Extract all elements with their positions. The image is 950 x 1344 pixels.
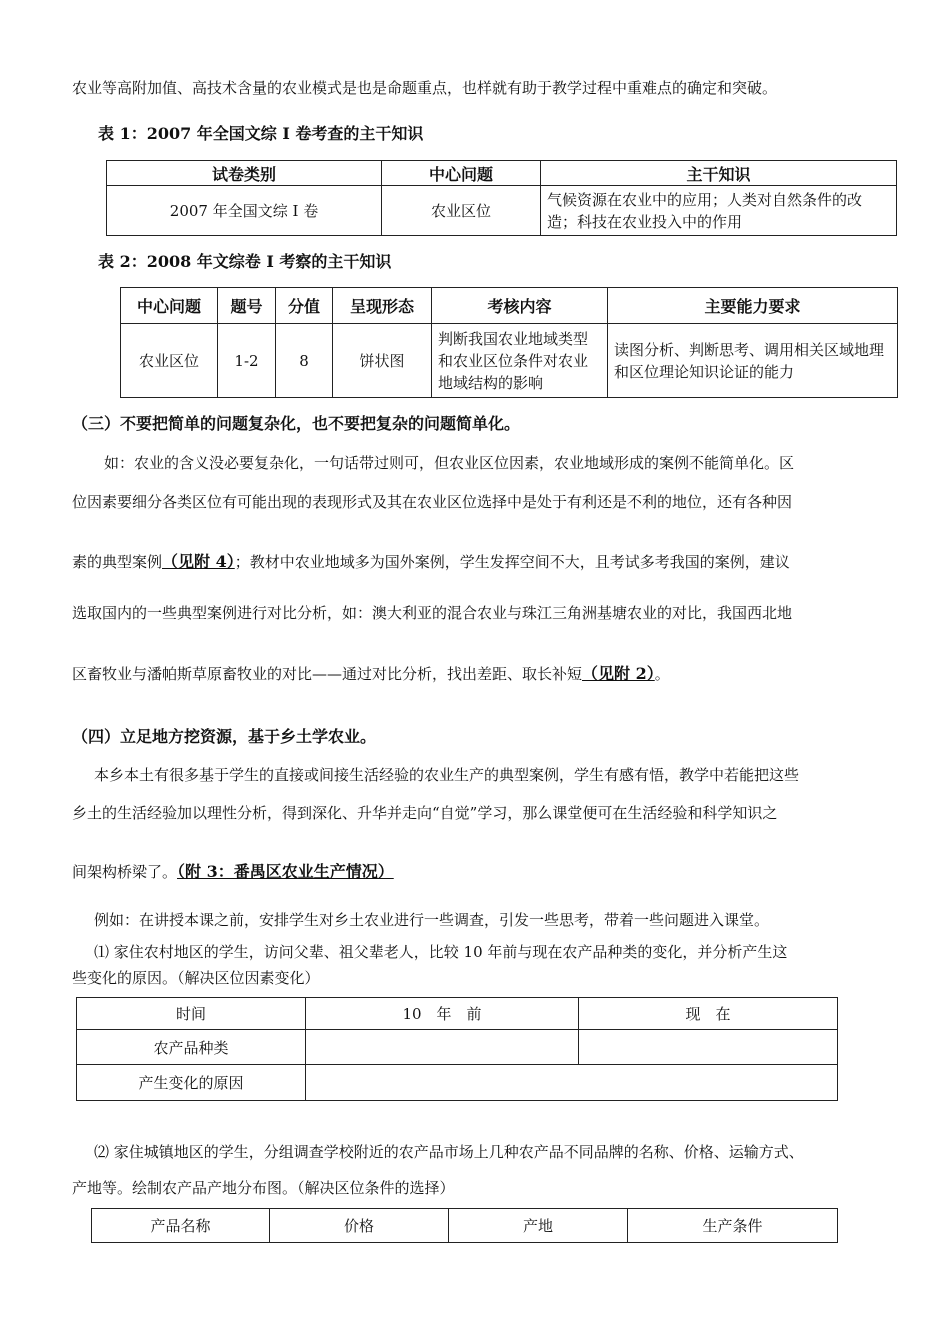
section4-line3 <box>72 862 394 882</box>
table2-cell-content: 判断我国农业地域类型和农业区位条件对农业地域结构的影响 <box>432 324 608 398</box>
table3-header-past: 10 年 前 <box>306 998 579 1030</box>
table3-row-label-reasons: 产生变化的原因 <box>77 1065 306 1101</box>
table2 <box>120 287 898 398</box>
table2-cell-score: 8 <box>276 324 333 398</box>
item2-line1: ⑵ 家住城镇地区的学生，分组调查学校附近的农产品市场上几种农产品不同品牌的名称、价格、运输方式、 <box>94 1143 804 1161</box>
section4-line2: 乡土的生活经验加以理性分析，得到深化、升华并走向“自觉”学习，那么课堂便可在生活经验和科学知识之 <box>72 804 778 822</box>
survey-table-rural <box>76 997 838 1101</box>
section3-line5-text-a: 区畜牧业与潘帕斯草原畜牧业的对比——通过对比分析，找出差距、取长补短 <box>72 665 583 683</box>
table4-header-price: 价格 <box>270 1209 449 1243</box>
table4-header-conditions: 生产条件 <box>628 1209 838 1243</box>
table2-header-number: 题号 <box>218 288 276 324</box>
section3-heading: （三）不要把简单的问题复杂化，也不要把复杂的问题简单化。 <box>72 414 521 433</box>
section3-line1: 如：农业的含义没必要复杂化，一句话带过则可，但农业区位因素，农业地域形成的案例不能简单化。区 <box>104 454 795 472</box>
table2-header-ability: 主要能力要求 <box>608 288 898 324</box>
table2-caption: 表 2：2008 年文综卷 I 考察的主干知识 <box>98 252 392 271</box>
item1-line2: 些变化的原因。（解决区位因素变化） <box>72 969 320 987</box>
section4-line3-text-a: 间架构桥梁了。 <box>72 863 178 881</box>
table2-header-content: 考核内容 <box>432 288 608 324</box>
table3-cell-now-products <box>579 1030 838 1065</box>
table1-cell-type: 2007 年全国文综 I 卷 <box>107 186 382 236</box>
table1-header-center: 中心问题 <box>382 161 541 186</box>
table2-cell-ability: 读图分析、判断思考、调用相关区域地理和区位理论知识论证的能力 <box>608 324 898 398</box>
appendix2-reference: （见附 2） <box>582 664 655 683</box>
table1 <box>106 160 897 236</box>
section3-line3 <box>72 552 790 572</box>
table3-cell-past-products <box>306 1030 579 1065</box>
appendix3-reference: （附 3：番禺区农业生产情况） <box>177 862 394 881</box>
section3-line5-text-b: 。 <box>654 665 670 683</box>
table4-header-origin: 产地 <box>449 1209 628 1243</box>
table3-header-time: 时间 <box>77 998 306 1030</box>
section3-line3-text-a: 素的典型案例 <box>72 553 163 571</box>
table4-header-name: 产品名称 <box>92 1209 270 1243</box>
example-line: 例如：在讲授本课之前，安排学生对乡土农业进行一些调查，引发一些思考，带着一些问题进入课堂。 <box>94 911 770 929</box>
table1-cell-knowledge: 气候资源在农业中的应用；人类对自然条件的改造；科技在农业投入中的作用 <box>541 186 897 236</box>
section4-heading: （四）立足地方挖资源，基于乡土学农业。 <box>72 727 377 746</box>
table2-header-form: 呈现形态 <box>333 288 432 324</box>
survey-table-urban <box>91 1208 838 1243</box>
table1-cell-center: 农业区位 <box>382 186 541 236</box>
table2-cell-form: 饼状图 <box>333 324 432 398</box>
table1-header-knowledge: 主干知识 <box>541 161 897 186</box>
appendix4-reference: （见附 4） <box>162 552 235 571</box>
table1-caption: 表 1：2007 年全国文综 I 卷考查的主干知识 <box>98 124 424 143</box>
section3-line3-text-b: ；教材中农业地域多为国外案例，学生发挥空间不大，且考试多考我国的案例，建议 <box>234 553 790 571</box>
section3-line4: 选取国内的一些典型案例进行对比分析，如：澳大利亚的混合农业与珠江三角洲基塘农业的对比，我国西北地 <box>72 604 793 622</box>
table1-header-type: 试卷类别 <box>107 161 382 186</box>
table3-row-label-products: 农产品种类 <box>77 1030 306 1065</box>
item2-line2: 产地等。绘制农产品产地分布图。（解决区位条件的选择） <box>72 1179 455 1197</box>
intro-line: 农业等高附加值、高技术含量的农业模式是也是命题重点，也样就有助于教学过程中重难点的确定和突破。 <box>72 79 778 97</box>
table2-cell-center: 农业区位 <box>121 324 218 398</box>
table2-cell-number: 1-2 <box>218 324 276 398</box>
section4-line1: 本乡本土有很多基于学生的直接或间接生活经验的农业生产的典型案例，学生有感有悟，教学中若能把这些 <box>94 766 800 784</box>
table2-header-center: 中心问题 <box>121 288 218 324</box>
table3-cell-reasons <box>306 1065 838 1101</box>
table3-header-now: 现 在 <box>579 998 838 1030</box>
section3-line5 <box>72 664 670 684</box>
section3-line2: 位因素要细分各类区位有可能出现的表现形式及其在农业区位选择中是处于有利还是不利的地位，还有各种因 <box>72 493 793 511</box>
table2-header-score: 分值 <box>276 288 333 324</box>
item1-line1: ⑴ 家住农村地区的学生，访问父辈、祖父辈老人，比较 10 年前与现在农产品种类的变化，并分析产生这 <box>94 943 788 961</box>
